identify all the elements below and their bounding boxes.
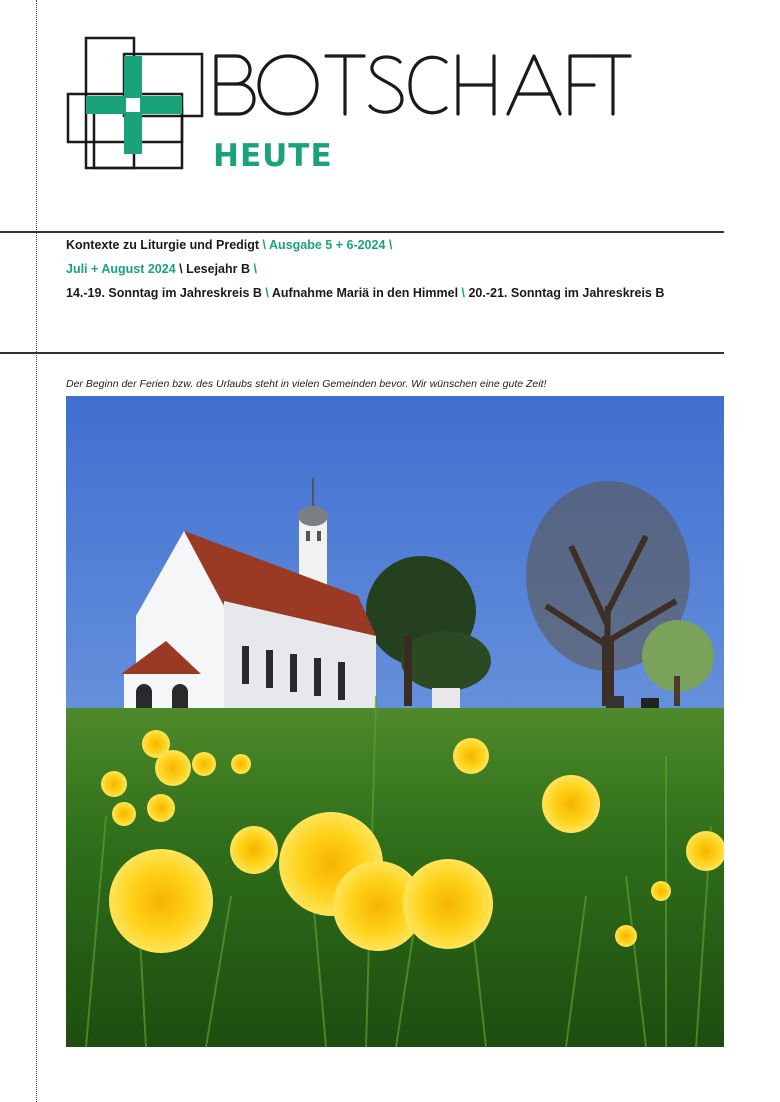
- contents-sundays-2: 20.-21. Sonntag im Jahreskreis B: [468, 286, 665, 300]
- separator: \: [250, 262, 257, 276]
- photo-caption: Der Beginn der Ferien bzw. des Urlaubs steht in vielen Gemeinden bevor. Wir wünschen eine gute Zeit!: [66, 378, 547, 390]
- separator: \: [175, 262, 187, 276]
- separator: \: [259, 238, 270, 252]
- contents-feast: Aufnahme Mariä in den Himmel: [271, 286, 459, 300]
- issue-number: Ausgabe 5 + 6-2024: [269, 238, 386, 252]
- separator: \: [385, 238, 393, 252]
- separator: \: [261, 286, 272, 300]
- issue-date: Juli + August 2024: [66, 262, 176, 276]
- magazine-subtitle: HEUTE: [213, 138, 333, 174]
- top-divider: [0, 231, 724, 233]
- magazine-title: [212, 52, 632, 120]
- separator: \: [458, 286, 469, 300]
- cross-squares-logo-icon: [66, 36, 206, 172]
- margin-dotted-line: [36, 0, 37, 1102]
- issue-line: [66, 238, 392, 252]
- contents-line: [66, 286, 664, 300]
- publication-description: Kontexte zu Liturgie und Predigt: [66, 238, 260, 252]
- liturgical-year: Lesejahr B: [186, 262, 250, 276]
- cover-photo: [66, 396, 724, 1047]
- bottom-divider: [0, 352, 724, 354]
- date-line: [66, 262, 257, 276]
- contents-sundays-1: 14.-19. Sonntag im Jahreskreis B: [66, 286, 262, 300]
